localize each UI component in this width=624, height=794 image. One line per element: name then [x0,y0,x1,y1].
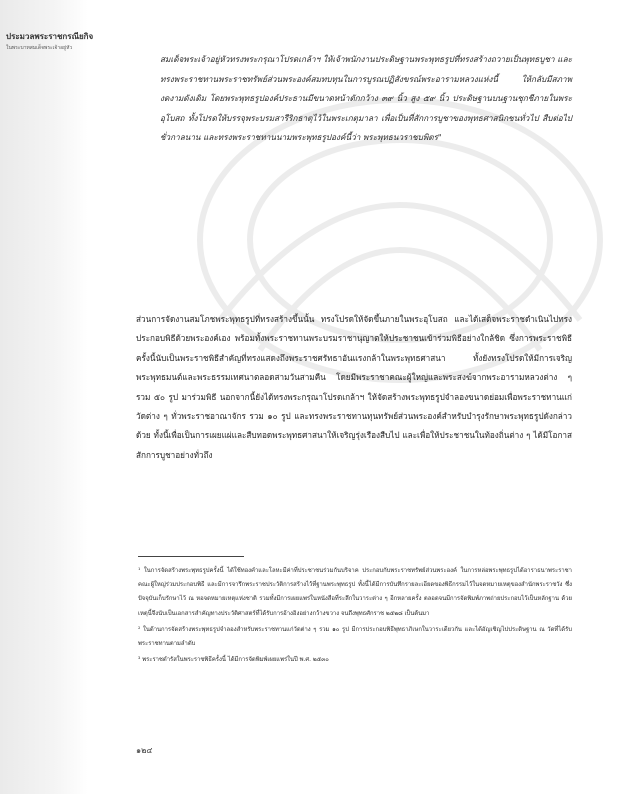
footnote-3: ³ พระราชดำรัสในพระราชพิธีครั้งนี้ ได้มีการจัดพิมพ์เผยแพร่ในปี พ.ศ. ๒๕๓๐ [138,657,329,664]
running-head-subtitle: ในพระบาทสมเด็จพระเจ้าอยู่หัว [6,45,73,51]
running-head [6,30,136,52]
page-number: ๑๒๔ [136,746,153,755]
footnote-2: ² ในด้านการจัดสร้างพระพุทธรูปจำลองสำหรับพระราชทานแก่วัดต่าง ๆ รวม ๑๐ รูป มีการประกอบพิธีพุทธาภิเษกในวาระเดียวกัน และได้อัญเชิญไปประดิษฐาน ณ วัดที่ได้รับพระราชทานตามลำดับ [138,626,572,648]
page-margin-band [0,0,88,794]
body-paragraph: ส่วนการจัดงานสมโภชพระพุทธรูปที่ทรงสร้างขึ้นนั้น ทรงโปรดให้จัดขึ้นภายในพระอุโบสถ และได้เสด็จพระราชดำเนินไปทรงประกอบพิธีด้วยพระองค์เอง พร้อมทั้งพระราชทานพระบรมราชานุญาตให้ประชาชนเข้าร่วมพิธีอย่างใกล้ชิด ซึ่งการพระราชพิธีครั้งนี้นับเป็นพระราชพิธีสำคัญที่ทรงแสดงถึงพระราชศรัทธาอันแรงกล้าในพระพุทธศาสนา ทั้งยังทรงโปรดให้มีการเจริญพระพุทธมนต์และพระธรรมเทศนาตลอดสามวันสามคืน โดยมีพระราชาคณะผู้ใหญ่และพระสงฆ์จากพระอารามหลวงต่าง ๆ รวม ๕๐ รูป มาร่วมพิธี นอกจากนี้ยังได้ทรงพระกรุณาโปรดเกล้าฯ ให้จัดสร้างพระพุทธรูปจำลองขนาดย่อมเพื่อพระราชทานแก่วัดต่าง ๆ ทั่วพระราชอาณาจักร รวม ๑๐ รูป และทรงพระราชทานทุนทรัพย์ส่วนพระองค์สำหรับบำรุงรักษาพระพุทธรูปดังกล่าวด้วย ทั้งนี้เพื่อเป็นการเผยแผ่และสืบทอดพระพุทธศาสนาให้เจริญรุ่งเรืองสืบไป และเพื่อให้ประชาชนในท้องถิ่นต่าง ๆ ได้มีโอกาสสักการบูชาอย่างทั่วถึง [136,314,572,460]
footnote-1: ¹ ในการจัดสร้างพระพุทธรูปครั้งนี้ ได้ใช้ทองคำและโลหะมีค่าที่ประชาชนร่วมกันบริจาค ประกอบกับพระราชทรัพย์ส่วนพระองค์ ในการหล่อพระพุทธรูปได้อาราธนาพระราชาคณะผู้ใหญ่ร่วมประกอบพิธี และมีการจารึกพระราชประวัติการสร้างไว้ที่ฐานพระพุทธรูป ทั้งนี้ได้มีการบันทึกรายละเอียดของพิธีกรรมไว้ในจดหมายเหตุของสำนักพระราชวัง ซึ่งปัจจุบันเก็บรักษาไว้ ณ หอจดหมายเหตุแห่งชาติ รวมทั้งมีการเผยแพร่ในหนังสือที่ระลึกในวาระต่าง ๆ อีกหลายครั้ง ตลอดจนมีการจัดพิมพ์ภาพถ่ายประกอบไว้เป็นหลักฐาน ด้วยเหตุนี้จึงนับเป็นเอกสารสำคัญทางประวัติศาสตร์ที่ได้รับการอ้างอิงอย่างกว้างขวาง จนถึงพุทธศักราช ๒๕๒๘ เป็นต้นมา [138,568,572,617]
footnotes [138,564,572,669]
footnote-divider [138,556,244,557]
quote-block: สมเด็จพระเจ้าอยู่หัวทรงพระกรุณาโปรดเกล้าฯ ให้เจ้าพนักงานประดิษฐานพระพุทธรูปที่ทรงสร้างถวายเป็นพุทธบูชา และทรงพระราชทานพระราชทรัพย์ส่วนพระองค์สมทบทุนในการบูรณปฏิสังขรณ์พระอารามหลวงแห่งนี้ ให้กลับมีสภาพงดงามดังเดิม โดยพระพุทธรูปองค์ประธานมีขนาดหน้าตักกว้าง ๓๙ นิ้ว สูง ๕๙ นิ้ว ประดิษฐานบนฐานชุกชีภายในพระอุโบสถ ทั้งโปรดให้บรรจุพระบรมสารีริกธาตุไว้ในพระเกตุมาลา เพื่อเป็นที่สักการบูชาของพุทธศาสนิกชนทั่วไป สืบต่อไปชั่วกาลนาน และทรงพระราชทานนามพระพุทธรูปองค์นี้ว่า พระพุทธนวราชบพิตร" [160,54,572,143]
running-head-title: ประมวลพระราชกรณียกิจ [6,32,94,41]
